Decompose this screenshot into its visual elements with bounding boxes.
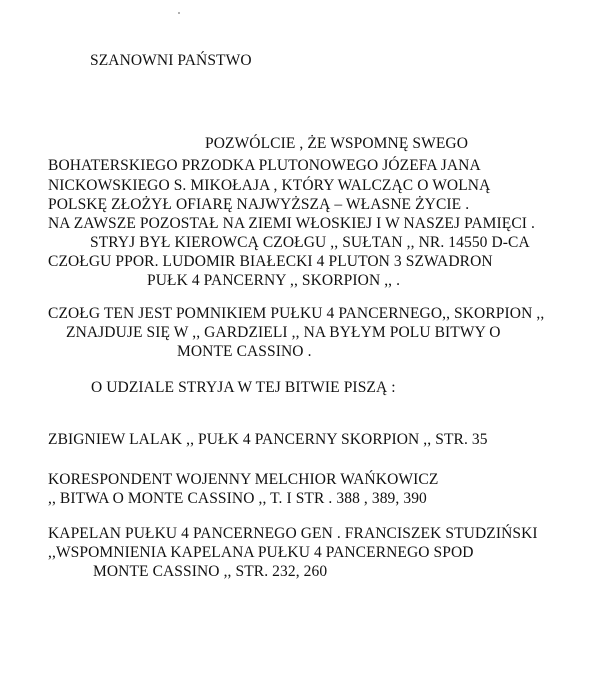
- source-line: KORESPONDENT WOJENNY MELCHIOR WAŃKOWICZ: [48, 471, 439, 488]
- sources-heading: O UDZIALE STRYJA W TEJ BITWIE PISZĄ :: [91, 379, 396, 396]
- intro-line: POLSKĘ ZŁOŻYŁ OFIARĘ NAJWYŻSZĄ – WŁASNE ŻYCIE .: [48, 196, 470, 213]
- source-line: MONTE CASSINO ,, STR. 232, 260: [93, 563, 328, 580]
- intro-line: BOHATERSKIEGO PRZODKA PLUTONOWEGO JÓZEFA JANA: [48, 157, 481, 174]
- salutation: SZANOWNI PAŃSTWO: [90, 52, 252, 69]
- source-line: ZBIGNIEW LALAK ,, PUŁK 4 PANCERNY SKORPION ,, STR. 35: [48, 431, 488, 448]
- intro-line: POZWÓLCIE , ŻE WSPOMNĘ SWEGO: [205, 135, 468, 152]
- intro-line: CZOŁGU PPOR. LUDOMIR BIAŁECKI 4 PLUTON 3 SZWADRON: [48, 253, 493, 270]
- monument-line: CZOŁG TEN JEST POMNIKIEM PUŁKU 4 PANCERNEGO,, SKORPION ,,: [48, 305, 545, 322]
- monument-line: ZNAJDUJE SIĘ W ,, GARDZIELI ,, NA BYŁYM POLU BITWY O: [66, 324, 501, 341]
- source-line: KAPELAN PUŁKU 4 PANCERNEGO GEN . FRANCISZEK STUDZIŃSKI: [48, 525, 538, 542]
- intro-line: NA ZAWSZE POZOSTAŁ NA ZIEMI WŁOSKIEJ I W NASZEJ PAMIĘCI .: [48, 215, 536, 232]
- intro-line: PUŁK 4 PANCERNY ,, SKORPION ,, .: [147, 272, 401, 289]
- source-line: ,, BITWA O MONTE CASSINO ,, T. I STR . 388 , 389, 390: [48, 490, 427, 507]
- monument-line: MONTE CASSINO .: [177, 343, 312, 360]
- intro-line: NICKOWSKIEGO S. MIKOŁAJA , KTÓRY WALCZĄC O WOLNĄ: [48, 177, 491, 194]
- scan-speck: [178, 12, 180, 14]
- source-line: ,,WSPOMNIENIA KAPELANA PUŁKU 4 PANCERNEGO SPOD: [48, 544, 474, 561]
- intro-line: STRYJ BYŁ KIEROWCĄ CZOŁGU ,, SUŁTAN ,, NR. 14550 D-CA: [90, 234, 530, 251]
